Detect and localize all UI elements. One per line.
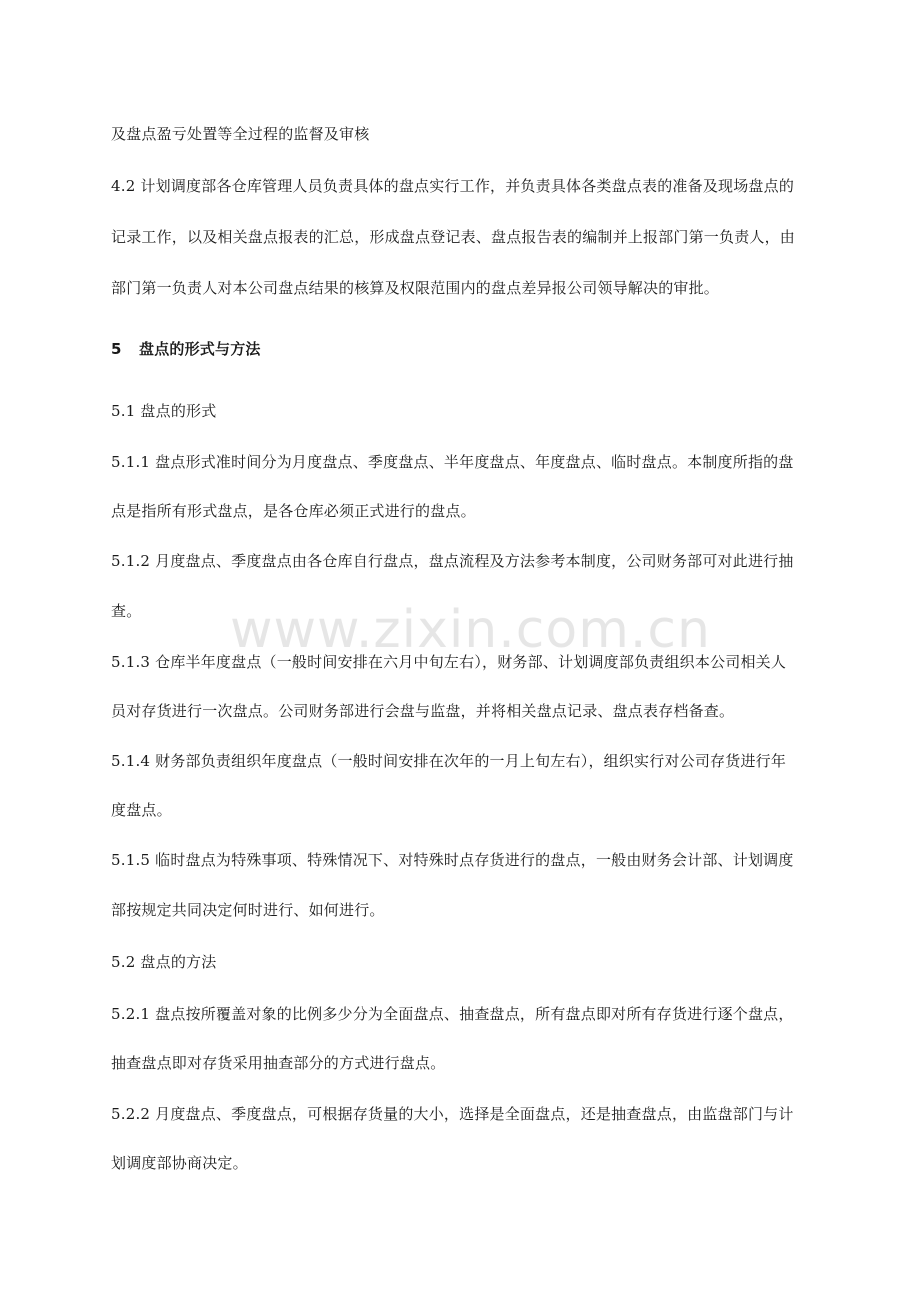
paragraph-line: 4.2 计划调度部各仓库管理人员负责具体的盘点实行工作，并负责具体各类盘点表的准备及现场盘点的 (111, 177, 795, 195)
paragraph-line: 员对存货进行一次盘点。公司财务部进行会盘与监盘，并将相关盘点记录、盘点表存档备查。 (111, 702, 735, 720)
paragraph-line: 划调度部协商决定。 (111, 1154, 248, 1172)
subsection-heading: 5.1 盘点的形式 (111, 402, 217, 420)
paragraph-line: 点是指所有形式盘点，是各仓库必须正式进行的盘点。 (111, 502, 476, 520)
section-title: 盘点的形式与方法 (139, 340, 261, 358)
paragraph-line: 5.1.1 盘点形式准时间分为月度盘点、季度盘点、半年度盘点、年度盘点、临时盘点。本制度所指的盘 (111, 453, 794, 471)
watermark: www.zixin.com.cn (230, 600, 711, 660)
paragraph-line: 部门第一负责人对本公司盘点结果的核算及权限范围内的盘点差异报公司领导解决的审批。 (111, 279, 720, 297)
paragraph-line: 部按规定共同决定何时进行、如何进行。 (111, 901, 385, 919)
paragraph-line: 记录工作，以及相关盘点报表的汇总，形成盘点登记表、盘点报告表的编制并上报部门第一负责人，由 (111, 228, 796, 246)
paragraph-line: 度盘点。 (111, 801, 172, 819)
paragraph-line: 5.1.4 财务部负责组织年度盘点（一般时间安排在次年的一月上旬左右），组织实行对公司存货进行年 (111, 752, 787, 770)
section-number: 5 (111, 340, 122, 358)
subsection-heading: 5.2 盘点的方法 (111, 953, 217, 971)
paragraph-line: 抽查盘点即对存货采用抽查部分的方式进行盘点。 (111, 1054, 446, 1072)
paragraph-line: 查。 (111, 602, 142, 620)
section-heading (111, 339, 841, 359)
paragraph-line: 5.1.2 月度盘点、季度盘点由各仓库自行盘点，盘点流程及方法参考本制度，公司财务部可对此进行抽 (111, 552, 794, 570)
paragraph-line: 5.1.5 临时盘点为特殊事项、特殊情况下、对特殊时点存货进行的盘点，一般由财务会计部、计划调度 (111, 851, 794, 869)
paragraph-line: 5.2.1 盘点按所覆盖对象的比例多少分为全面盘点、抽查盘点，所有盘点即对所有存货进行逐个盘点， (111, 1005, 794, 1023)
paragraph-line: 及盘点盈亏处置等全过程的监督及审核 (111, 125, 370, 143)
paragraph-line: 5.2.2 月度盘点、季度盘点，可根据存货量的大小，选择是全面盘点，还是抽查盘点，由监盘部门与计 (111, 1105, 794, 1123)
paragraph-line: 5.1.3 仓库半年度盘点（一般时间安排在六月中旬左右），财务部、计划调度部负责组织本公司相关人 (111, 653, 787, 671)
